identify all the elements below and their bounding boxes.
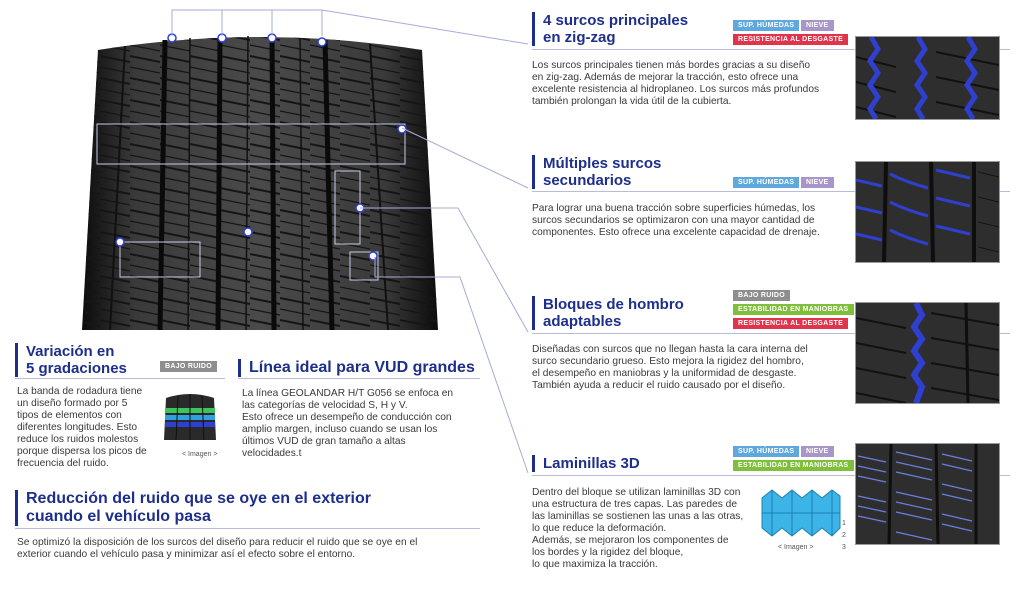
- 3d-sipes-title: Laminillas 3D: [532, 455, 640, 472]
- 3d-sipe-structure-image: [760, 488, 850, 538]
- tag-wet-surface: SUP. HÚMEDAS: [733, 177, 799, 188]
- suv-line-title: Línea ideal para VUD grandes: [238, 359, 475, 377]
- tag-low-noise: BAJO RUIDO: [733, 290, 790, 301]
- zigzag-description: Los surcos principales tienen más bordes gracias a su diseño en zig-zag. Además de mejorar la tracción, esto ofrece una excelente resistencia al hidroplaneo. Los surcos más profundos también prolongan la vida útil de la cubierta.: [532, 60, 820, 107]
- shoulder-blocks-image: [855, 302, 1000, 404]
- tag-snow: NIEVE: [801, 446, 834, 457]
- 3d-sipes-image: [855, 443, 1000, 545]
- tag-wear-resistance: RESISTENCIA AL DESGASTE: [733, 34, 848, 45]
- secondary-grooves-description: Para lograr una buena tracción sobre superficies húmedas, los surcos secundarios se optimizaron con una mayor cantidad de componentes. Esto ofrece una excelente capacidad de drenaje.: [532, 203, 820, 238]
- exterior-noise-description: Se optimizó la disposición de los surcos del diseño para reducir el ruido que se oye en el exterior cuando el vehículo pasa y minimizar así el efecto sobre el entorno.: [17, 537, 418, 560]
- gradations-title: Variación en 5 gradaciones: [15, 343, 127, 377]
- suv-line-divider: [238, 378, 480, 379]
- shoulder-blocks-description: Diseñadas con surcos que no llegan hasta la cara interna del surco secundario grueso. Esto mejora la rigidez del hombro, el desempeño en maniobras y la uniformidad de desgaste. También ayuda a reducir el ruido causado por el diseño.: [532, 344, 808, 391]
- gradations-description: La banda de rodadura tiene un diseño formado por 5 tipos de elementos con diferentes longitudes. Esto reduce los ruidos molestos porque dispersa los picos de frecuencia del ruido.: [17, 386, 147, 469]
- gradations-divider: [15, 378, 225, 379]
- tag-wear-resistance: RESISTENCIA AL DESGASTE: [733, 318, 848, 329]
- zigzag-title: 4 surcos principales en zig-zag: [532, 12, 688, 46]
- zigzag-grooves-image: [855, 36, 1000, 120]
- shoulder-blocks-title: Bloques de hombro adaptables: [532, 296, 684, 330]
- image-caption: < Imagen >: [778, 544, 814, 551]
- tag-snow: NIEVE: [801, 20, 834, 31]
- exterior-noise-title: Reducción del ruido que se oye en el exterior cuando el vehículo pasa: [15, 490, 371, 526]
- tire-tread-illustration: [70, 30, 450, 330]
- tag-low-noise: BAJO RUIDO: [160, 361, 217, 372]
- tag-handling-stability: ESTABILIDAD EN MANIOBRAS: [733, 304, 854, 315]
- secondary-grooves-image: [855, 161, 1000, 263]
- 3d-sipes-description: Dentro del bloque se utilizan laminillas 3D con una estructura de tres capas. Las paredes de las laminillas se sostienen las unas a las otras, lo que reduce la deformación. Además, se mejoraron los componentes de los bordes y la rigidez del bloque, lo que maximiza la tracción.: [532, 487, 744, 570]
- tag-snow: NIEVE: [801, 177, 834, 188]
- layer-number: 3: [842, 544, 846, 551]
- layer-number: 1: [842, 520, 846, 527]
- tag-wet-surface: SUP. HÚMEDAS: [733, 446, 799, 457]
- secondary-grooves-title: Múltiples surcos secundarios: [532, 155, 661, 189]
- image-caption: < Imagen >: [182, 451, 218, 458]
- tag-wet-surface: SUP. HÚMEDAS: [733, 20, 799, 31]
- tag-handling-stability: ESTABILIDAD EN MANIOBRAS: [733, 460, 854, 471]
- exterior-noise-divider: [15, 528, 480, 529]
- suv-line-description: La línea GEOLANDAR H/T G056 se enfoca en las categorías de velocidad S, H y V. Esto ofrece un desempeño de conducción con amplio margen, incluso cuando se usan los últimos VUD de gran tamaño a altas velocidades.t: [242, 388, 454, 459]
- pitch-variation-image: [160, 390, 220, 445]
- layer-number: 2: [842, 532, 846, 539]
